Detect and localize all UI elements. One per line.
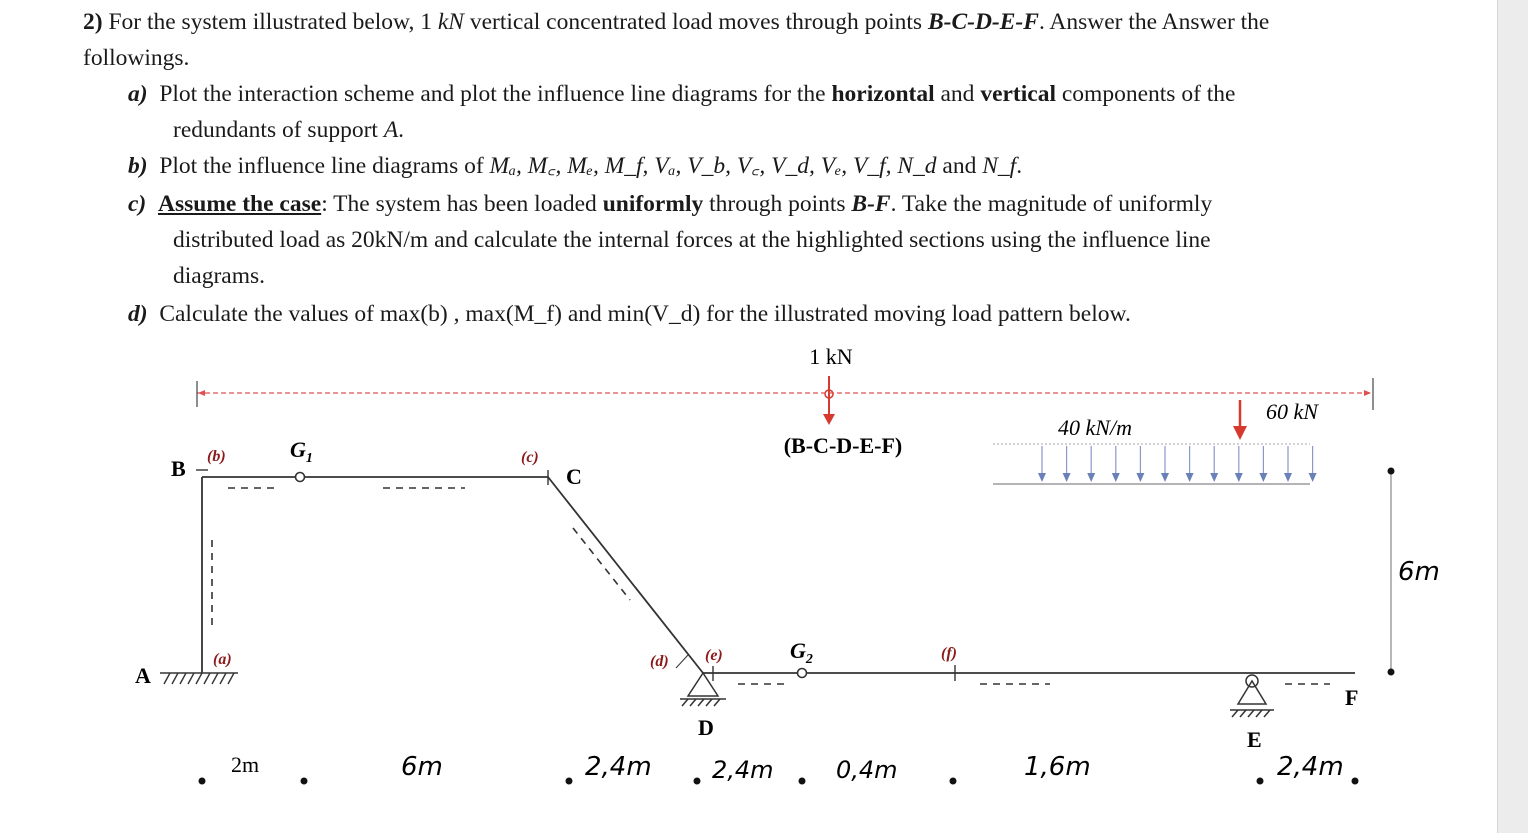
distributed-load xyxy=(993,444,1317,484)
load-travel-line xyxy=(197,378,1373,410)
problem-intro-line1: 2) For the system illustrated below, 1 kN vertical concentrated load moves through points B-C-D-E-F. Answer the Answer the xyxy=(83,9,1270,35)
part-d: d) Calculate the values of max(b) , max(M_f) and min(V_d) for the illustrated moving load pattern below. xyxy=(128,301,1131,327)
section-e-label: (e) xyxy=(705,647,723,664)
udl-arrow-icon xyxy=(1161,446,1169,482)
pin-support-d-icon xyxy=(680,673,726,706)
section-ticks xyxy=(196,470,955,681)
section-d-leader xyxy=(676,655,688,668)
height-label: 6m xyxy=(1398,557,1440,587)
influence-quantities-list: Mₐ, M꜀, Mₑ, M_f, Vₐ, V_b, V꜀, V_d, Vₑ, V_f, N_d xyxy=(489,153,937,179)
section-c-label: (c) xyxy=(521,449,539,466)
part-a-line2: redundants of support A. xyxy=(173,117,405,143)
point-f-label: F xyxy=(1345,685,1359,710)
section-f-label: (f) xyxy=(941,645,957,662)
udl-arrow-icon xyxy=(1136,446,1144,482)
point-a-label: A xyxy=(135,663,151,688)
hinge-g2-icon xyxy=(798,669,807,678)
udl-arrow-icon xyxy=(1235,446,1243,482)
part-c-line3: diagrams. xyxy=(173,263,266,289)
member-CD xyxy=(548,477,703,673)
point-b-label: B xyxy=(171,456,186,481)
height-dimension xyxy=(1388,468,1395,676)
part-c-line2: distributed load as 20kN/m and calculate the internal forces at the highlighted sections using the influence line xyxy=(173,227,1211,253)
udl-arrow-icon xyxy=(1259,446,1267,482)
vertical-scrollbar[interactable] xyxy=(1497,0,1528,833)
dim-label-1: 2m xyxy=(231,752,260,777)
moving-load-label: 1 kN xyxy=(809,344,853,369)
udl-arrow-icon xyxy=(1063,446,1071,482)
udl-arrow-icon xyxy=(1112,446,1120,482)
moving-load-arrow xyxy=(823,376,835,425)
udl-arrow-icon xyxy=(1038,446,1046,482)
problem-number: 2) xyxy=(83,9,103,35)
dim-label-2: 6m xyxy=(401,752,443,782)
dim-label-5: 0,4m xyxy=(836,756,898,784)
problem-intro-line2: followings. xyxy=(83,45,190,71)
point-load-label: 60 kN xyxy=(1266,399,1318,424)
udl-arrow-icon xyxy=(1210,446,1218,482)
frame-members xyxy=(202,477,1355,673)
roller-support-e-icon xyxy=(1230,675,1274,717)
point-e-label: E xyxy=(1247,727,1262,752)
udl-arrow-icon xyxy=(1186,446,1194,482)
dim-label-4: 2,4m xyxy=(712,756,774,784)
hinge-g2-label: $G_2$ xyxy=(790,638,813,667)
section-d-label: (d) xyxy=(650,653,669,670)
udl-arrow-icon xyxy=(1284,446,1292,482)
point-d-label: D xyxy=(698,715,714,740)
part-c-line1: c) Assume the case: The system has been loaded uniformly through points B-F. Take the magnitude of uniformly xyxy=(128,191,1213,217)
section-b-label: (b) xyxy=(207,448,226,465)
point-load-arrow xyxy=(1233,400,1247,440)
point-c-label: C xyxy=(566,464,582,489)
part-b: b) Plot the influence line diagrams of Mₐ, M꜀, Mₑ, M_f, Vₐ, V_b, V꜀, V_d, Vₑ, V_f, N_d and N_f. xyxy=(128,153,1023,179)
udl-arrow-icon xyxy=(1309,446,1317,482)
fixed-support-a-icon xyxy=(160,673,238,684)
dim-label-6: 1,6m xyxy=(1024,752,1091,782)
dist-load-label: 40 kN/m xyxy=(1058,415,1132,440)
section-a-label: (a) xyxy=(213,651,232,668)
udl-arrow-icon xyxy=(1087,446,1095,482)
load-path-label: (B-C-D-E-F) xyxy=(783,433,903,458)
dimension-dots xyxy=(199,778,1359,785)
part-a-line1: a) Plot the interaction scheme and plot the influence line diagrams for the horizontal and vertical components of the xyxy=(128,81,1236,107)
dim-label-7: 2,4m xyxy=(1277,752,1344,782)
hinge-g1-label: $G_1$ xyxy=(290,437,313,466)
dim-label-3: 2,4m xyxy=(585,752,652,782)
hinge-g1-icon xyxy=(296,473,305,482)
fiber-lines xyxy=(212,488,1330,684)
